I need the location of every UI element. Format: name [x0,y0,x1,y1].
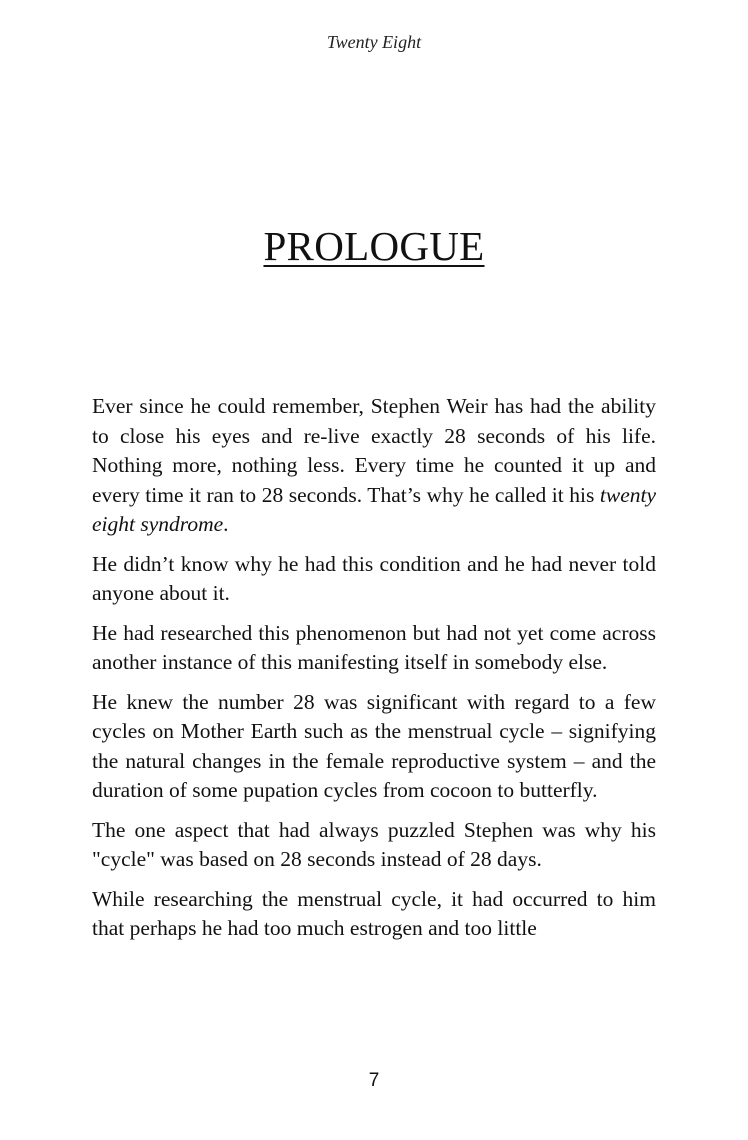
paragraph-6: While researching the menstrual cycle, it had occurred to him that perhaps he had too much estrogen and too little [92,886,656,940]
body-text [92,392,656,954]
paragraph-1-end: . [223,512,229,536]
chapter-title: PROLOGUE [263,223,485,269]
running-header: Twenty Eight [326,32,422,52]
paragraph-4: He knew the number 28 was significant with regard to a few cycles on Mother Earth such as the menstrual cycle – signifying the natural changes in the female reproductive system – and the duration of some pupation cycles from cocoon to butterfly. [92,689,656,802]
paragraph-2: He didn’t know why he had this condition and he had never told anyone about it. [92,551,656,605]
paragraph-1-emphasis: twenty eight syndrome [92,482,656,536]
page-number: 7 [368,1070,380,1091]
paragraph-1 [92,392,656,540]
paragraph-1-text: Ever since he could remember, Stephen Weir has had the ability to close his eyes and re-live exactly 28 seconds of his life. Nothing more, nothing less. Every time he counted it up and every time it ran to 28 seconds. That’s why he called it his [92,394,656,507]
paragraph-5: The one aspect that had always puzzled Stephen was why his "cycle" was based on 28 seconds instead of 28 days. [92,817,656,871]
paragraph-3: He had researched this phenomenon but had not yet come across another instance of this manifesting itself in somebody else. [92,620,656,674]
